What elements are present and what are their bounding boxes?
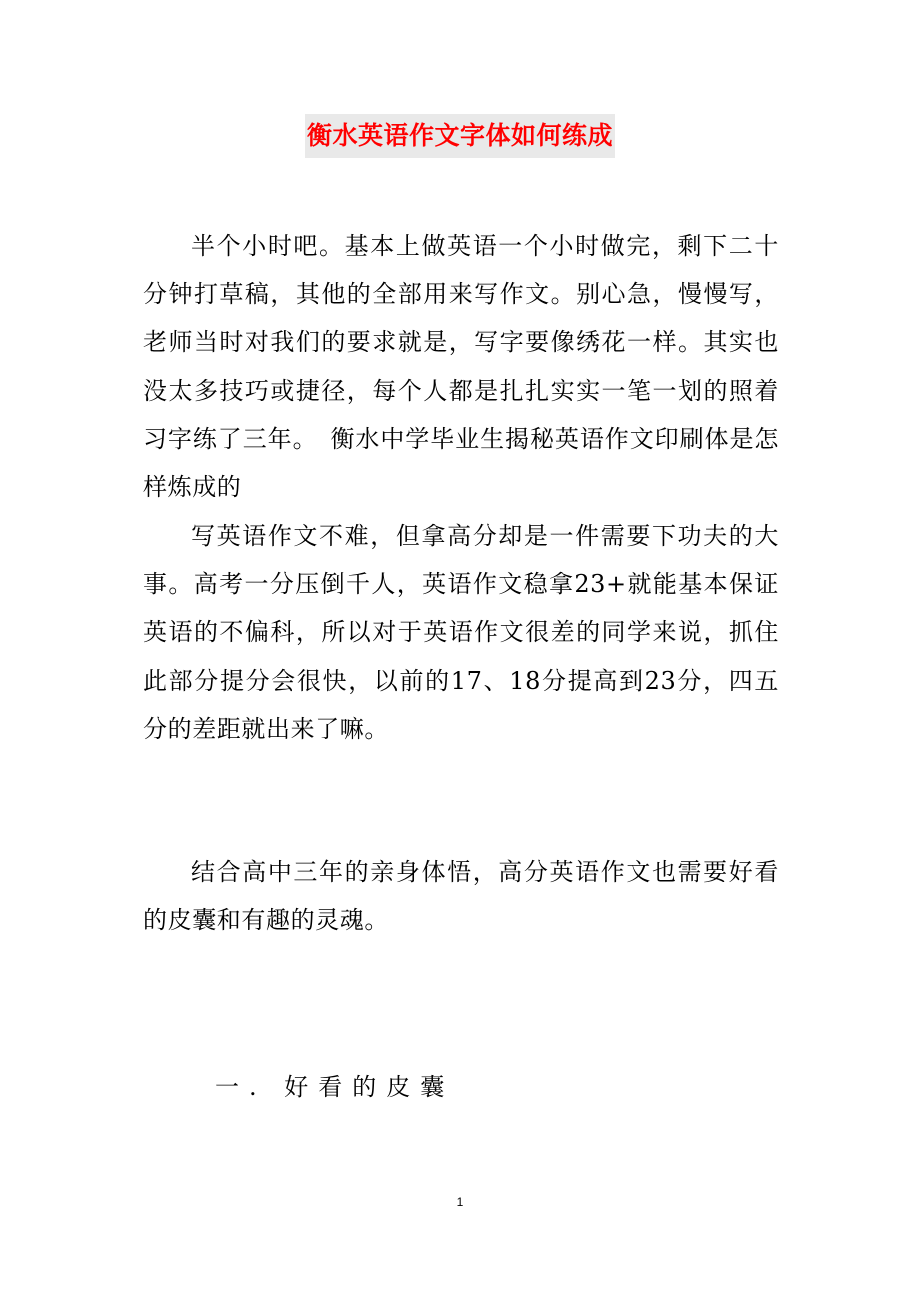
body-paragraph: 半个小时吧。基本上做英语一个小时做完，剩下二十分钟打草稿，其他的全部用来写作文。别心急，慢慢写，老师当时对我们的要求就是，写字要像绣花一样。其实也没太多技巧或捷径，每个人都是扎扎实实一笔一划的照着习字练了三年。 衡水中学毕业生揭秘英语作文印刷体是怎样炼成的: [143, 232, 779, 502]
body-paragraph: 结合高中三年的亲身体悟，高分英语作文也需要好看的皮囊和有趣的灵魂。: [143, 858, 779, 935]
page-number: 1: [456, 1195, 464, 1209]
document-title-text: 衡水英语作文字体如何练成: [305, 114, 615, 158]
section-heading: 一. 好看的皮囊: [215, 1073, 455, 1101]
document-title: [0, 114, 920, 158]
body-paragraph: 写英语作文不难，但拿高分却是一件需要下功夫的大事。高考一分压倒千人，英语作文稳拿23+就能基本保证英语的不偏科，所以对于英语作文很差的同学来说，抓住此部分提分会很快，以前的17、18分提高到23分，四五分的差距就出来了嘛。: [143, 522, 779, 743]
